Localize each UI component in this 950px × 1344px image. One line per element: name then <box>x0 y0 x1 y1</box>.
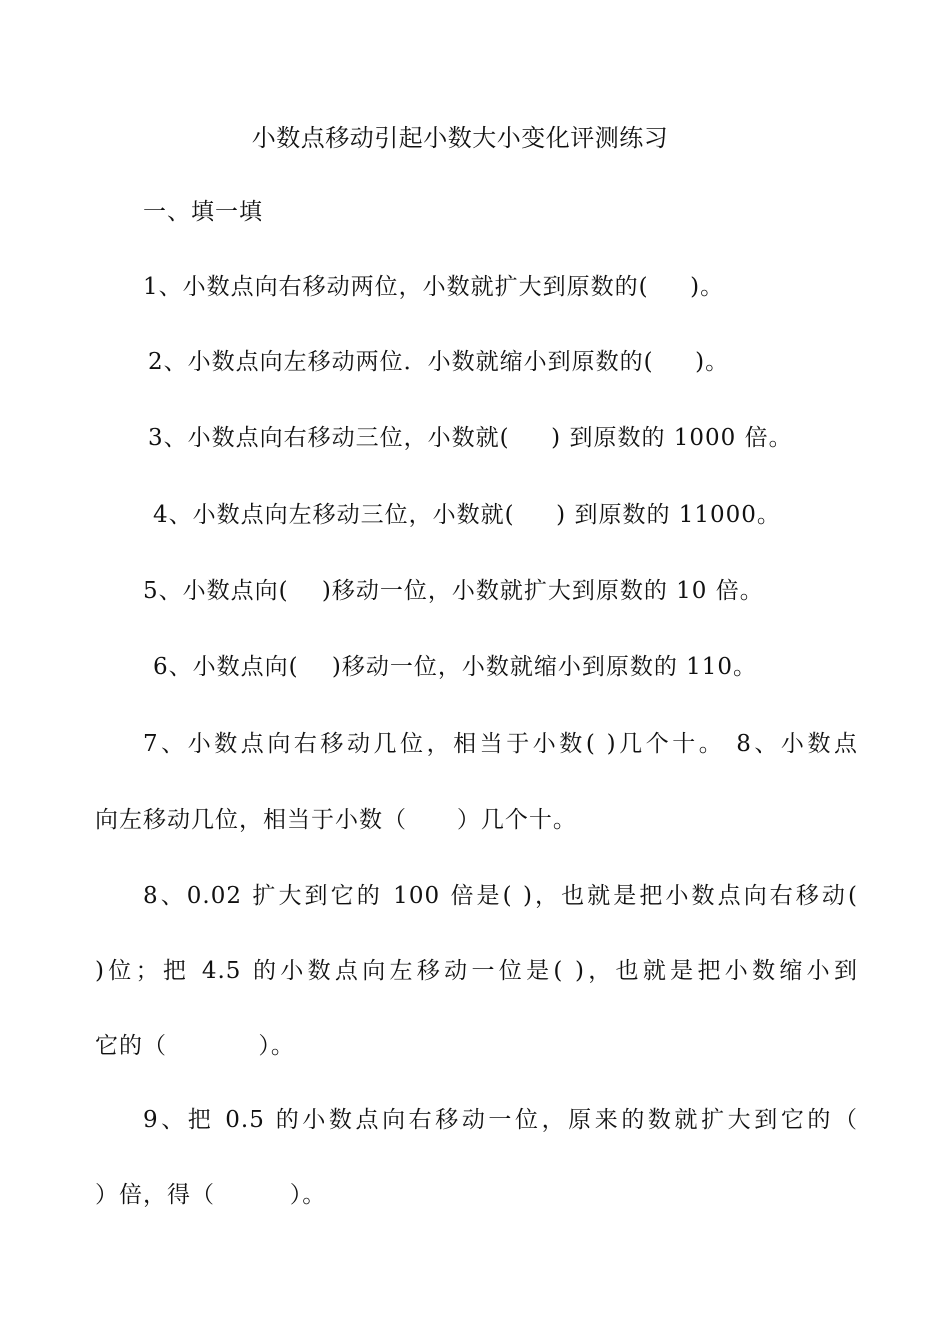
question-line-4: 4、小数点向左移动三位，小数就( ) 到原数的 11000。 <box>153 502 781 528</box>
question-line-8: 8、0.02 扩大到它的 100 倍是( )，也就是把小数点向右移动( <box>143 883 858 909</box>
question-line-8-end: 它的（ ）。 <box>95 1033 295 1059</box>
question-line-7-cont: 向左移动几位，相当于小数（ ）几个十。 <box>95 807 577 833</box>
question-line-6: 6、小数点向( )移动一位，小数就缩小到原数的 110。 <box>153 654 758 680</box>
question-line-7: 7、小数点向右移动几位，相当于小数( )几个十。 8、小数点 <box>143 731 858 757</box>
question-line-9: 9、把 0.5 的小数点向右移动一位，原来的数就扩大到它的（ <box>143 1107 858 1133</box>
section-heading: 一、填一填 <box>143 199 263 225</box>
question-line-1: 1、小数点向右移动两位，小数就扩大到原数的( )。 <box>143 274 725 300</box>
document-title: 小数点移动引起小数大小变化评测练习 <box>251 124 669 152</box>
question-line-2: 2、小数点向左移动两位．小数就缩小到原数的( )。 <box>148 349 730 375</box>
question-line-5: 5、小数点向( )移动一位，小数就扩大到原数的 10 倍。 <box>143 578 764 604</box>
question-line-9-cont: ）倍，得（ ）。 <box>95 1182 327 1208</box>
question-line-3: 3、小数点向右移动三位，小数就( ) 到原数的 1000 倍。 <box>148 425 793 451</box>
question-line-8-cont: )位；把 4.5 的小数点向左移动一位是( )，也就是把小数缩小到 <box>95 958 858 984</box>
